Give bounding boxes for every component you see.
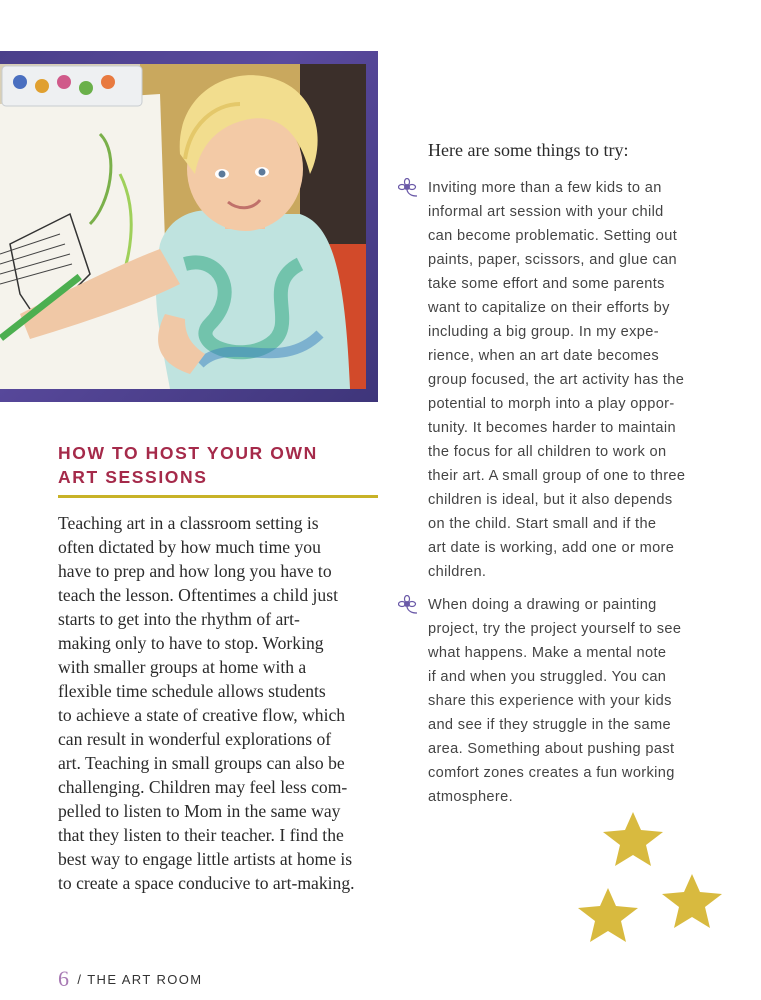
body-line: can result in wonderful explorations of (58, 729, 332, 749)
tips-intro: Here are some things to try: (428, 140, 629, 160)
item-line: atmosphere. (428, 789, 513, 805)
list-item (398, 593, 738, 809)
item-line: potential to morph into a play oppor- (428, 396, 675, 412)
photo-frame (0, 51, 378, 402)
running-title: / THE ART ROOM (77, 972, 203, 987)
item-line: share this experience with your kids (428, 693, 672, 709)
item-line: paints, paper, scissors, and glue can (428, 252, 678, 268)
list-item (398, 176, 738, 584)
item-line: take some effort and some parents (428, 276, 665, 292)
list-item-text (428, 593, 738, 809)
body-line: flexible time schedule allows students (58, 681, 326, 701)
item-line: group focused, the art activity has the (428, 372, 685, 388)
body-line: Teaching art in a classroom setting is (58, 513, 319, 533)
body-line: teach the lesson. Oftentimes a child just (58, 585, 338, 605)
child-painting-photo (0, 64, 366, 389)
section-heading (58, 441, 378, 489)
body-line: to achieve a state of creative flow, which (58, 705, 346, 725)
body-line: with smaller groups at home with a (58, 657, 307, 677)
heading-line: ART SESSIONS (58, 467, 208, 487)
item-line: comfort zones creates a fun working (428, 765, 675, 781)
list-item-text (428, 176, 738, 584)
star-icon (578, 888, 638, 942)
item-line: if and when you struggled. You can (428, 669, 667, 685)
item-line: the focus for all children to work on (428, 444, 667, 460)
item-line: informal art session with your child (428, 204, 664, 220)
page-footer (58, 966, 203, 992)
item-line: can become problematic. Setting out (428, 228, 678, 244)
item-line: and see if they struggle in the same (428, 717, 671, 733)
body-line: have to prep and how long you have to (58, 561, 332, 581)
item-line: project, try the project yourself to see (428, 621, 682, 637)
item-line: Inviting more than a few kids to an (428, 180, 662, 196)
body-paragraph (58, 511, 380, 895)
item-line: rience, when an art date becomes (428, 348, 660, 364)
item-line: art date is working, add one or more (428, 540, 675, 556)
item-line: their art. A small group of one to three (428, 468, 686, 484)
item-line: on the child. Start small and if the (428, 516, 657, 532)
flower-bullet-icon (398, 595, 420, 615)
item-line: tunity. It becomes harder to maintain (428, 420, 676, 436)
heading-line: HOW TO HOST YOUR OWN (58, 443, 318, 463)
body-line: pelled to listen to Mom in the same way (58, 801, 341, 821)
item-line: children is ideal, but it also depends (428, 492, 673, 508)
body-line: to create a space conducive to art-making. (58, 873, 355, 893)
decorative-stars (570, 800, 740, 960)
item-line: When doing a drawing or painting (428, 597, 657, 613)
body-line: challenging. Children may feel less com- (58, 777, 348, 797)
body-line: starts to get into the rhythm of art- (58, 609, 300, 629)
item-line: children. (428, 564, 487, 580)
body-line: that they listen to their teacher. I find the (58, 825, 344, 845)
body-line: art. Teaching in small groups can also be (58, 753, 345, 773)
tips-list (398, 176, 738, 818)
heading-rule (58, 495, 378, 498)
item-line: including a big group. In my expe- (428, 324, 659, 340)
item-line: want to capitalize on their efforts by (428, 300, 670, 316)
item-line: area. Something about pushing past (428, 741, 675, 757)
page-number: 6 (58, 966, 71, 991)
body-line: making only to have to stop. Working (58, 633, 324, 653)
body-line: often dictated by how much time you (58, 537, 321, 557)
flower-bullet-icon (398, 178, 420, 198)
photo-illustration (0, 64, 366, 389)
item-line: what happens. Make a mental note (428, 645, 667, 661)
star-icon (603, 812, 663, 866)
body-line: best way to engage little artists at home is (58, 849, 353, 869)
star-icon (662, 874, 722, 928)
